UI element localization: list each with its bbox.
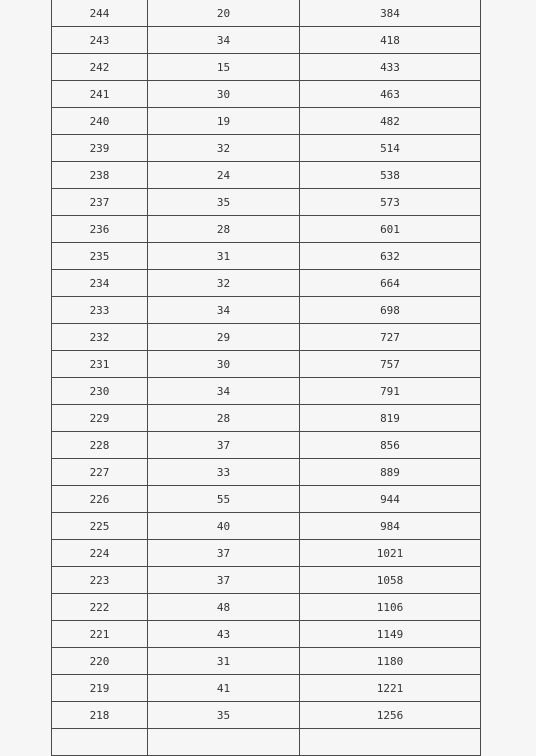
count-cell: 19	[148, 108, 300, 135]
score-cell: 239	[52, 135, 148, 162]
cumulative-cell: 482	[300, 108, 481, 135]
cumulative-cell: 433	[300, 54, 481, 81]
score-cell: 226	[52, 486, 148, 513]
cumulative-cell: 514	[300, 135, 481, 162]
cumulative-cell	[300, 729, 481, 756]
table-row	[52, 351, 481, 378]
score-cell: 218	[52, 702, 148, 729]
cumulative-cell: 418	[300, 27, 481, 54]
count-cell: 43	[148, 621, 300, 648]
score-cell: 238	[52, 162, 148, 189]
score-cell: 233	[52, 297, 148, 324]
score-cell: 221	[52, 621, 148, 648]
count-cell: 31	[148, 648, 300, 675]
cumulative-cell: 601	[300, 216, 481, 243]
score-table-container	[51, 0, 480, 756]
table-row	[52, 540, 481, 567]
table-row	[52, 486, 481, 513]
cumulative-cell: 632	[300, 243, 481, 270]
count-cell: 48	[148, 594, 300, 621]
count-cell: 30	[148, 81, 300, 108]
table-row	[52, 702, 481, 729]
count-cell: 40	[148, 513, 300, 540]
score-table	[51, 0, 481, 756]
count-cell: 15	[148, 54, 300, 81]
count-cell: 24	[148, 162, 300, 189]
cumulative-cell: 727	[300, 324, 481, 351]
table-row	[52, 54, 481, 81]
score-cell: 225	[52, 513, 148, 540]
table-row	[52, 405, 481, 432]
count-cell: 29	[148, 324, 300, 351]
score-cell: 231	[52, 351, 148, 378]
score-cell: 243	[52, 27, 148, 54]
table-row	[52, 729, 481, 756]
cumulative-cell: 819	[300, 405, 481, 432]
count-cell: 55	[148, 486, 300, 513]
table-row	[52, 108, 481, 135]
count-cell: 20	[148, 0, 300, 27]
cumulative-cell: 791	[300, 378, 481, 405]
score-cell	[52, 729, 148, 756]
count-cell: 32	[148, 270, 300, 297]
score-cell: 241	[52, 81, 148, 108]
table-row	[52, 162, 481, 189]
table-row	[52, 243, 481, 270]
count-cell: 34	[148, 27, 300, 54]
cumulative-cell: 1256	[300, 702, 481, 729]
score-cell: 228	[52, 432, 148, 459]
score-cell: 227	[52, 459, 148, 486]
table-row	[52, 432, 481, 459]
cumulative-cell: 1221	[300, 675, 481, 702]
table-row	[52, 675, 481, 702]
table-row	[52, 81, 481, 108]
score-cell: 242	[52, 54, 148, 81]
count-cell: 34	[148, 297, 300, 324]
table-row	[52, 297, 481, 324]
count-cell: 37	[148, 540, 300, 567]
count-cell: 34	[148, 378, 300, 405]
table-row	[52, 0, 481, 27]
count-cell: 37	[148, 567, 300, 594]
count-cell: 28	[148, 216, 300, 243]
score-cell: 229	[52, 405, 148, 432]
cumulative-cell: 1106	[300, 594, 481, 621]
score-cell: 222	[52, 594, 148, 621]
count-cell: 32	[148, 135, 300, 162]
count-cell	[148, 729, 300, 756]
cumulative-cell: 1021	[300, 540, 481, 567]
table-row	[52, 594, 481, 621]
count-cell: 33	[148, 459, 300, 486]
score-cell: 237	[52, 189, 148, 216]
table-row	[52, 513, 481, 540]
table-row	[52, 459, 481, 486]
cumulative-cell: 463	[300, 81, 481, 108]
table-body	[52, 0, 481, 756]
count-cell: 37	[148, 432, 300, 459]
table-row	[52, 324, 481, 351]
table-row	[52, 378, 481, 405]
cumulative-cell: 889	[300, 459, 481, 486]
table-row	[52, 567, 481, 594]
count-cell: 30	[148, 351, 300, 378]
table-row	[52, 135, 481, 162]
cumulative-cell: 944	[300, 486, 481, 513]
score-cell: 236	[52, 216, 148, 243]
score-cell: 244	[52, 0, 148, 27]
count-cell: 35	[148, 189, 300, 216]
cumulative-cell: 698	[300, 297, 481, 324]
table-row	[52, 216, 481, 243]
table-row	[52, 270, 481, 297]
table-row	[52, 621, 481, 648]
score-cell: 219	[52, 675, 148, 702]
cumulative-cell: 573	[300, 189, 481, 216]
score-cell: 232	[52, 324, 148, 351]
count-cell: 35	[148, 702, 300, 729]
count-cell: 31	[148, 243, 300, 270]
score-cell: 223	[52, 567, 148, 594]
cumulative-cell: 984	[300, 513, 481, 540]
table-row	[52, 189, 481, 216]
score-cell: 235	[52, 243, 148, 270]
cumulative-cell: 538	[300, 162, 481, 189]
score-cell: 234	[52, 270, 148, 297]
score-cell: 240	[52, 108, 148, 135]
cumulative-cell: 856	[300, 432, 481, 459]
count-cell: 41	[148, 675, 300, 702]
score-cell: 220	[52, 648, 148, 675]
score-cell: 224	[52, 540, 148, 567]
cumulative-cell: 664	[300, 270, 481, 297]
table-row	[52, 648, 481, 675]
cumulative-cell: 757	[300, 351, 481, 378]
cumulative-cell: 384	[300, 0, 481, 27]
cumulative-cell: 1180	[300, 648, 481, 675]
score-cell: 230	[52, 378, 148, 405]
table-row	[52, 27, 481, 54]
count-cell: 28	[148, 405, 300, 432]
cumulative-cell: 1058	[300, 567, 481, 594]
cumulative-cell: 1149	[300, 621, 481, 648]
